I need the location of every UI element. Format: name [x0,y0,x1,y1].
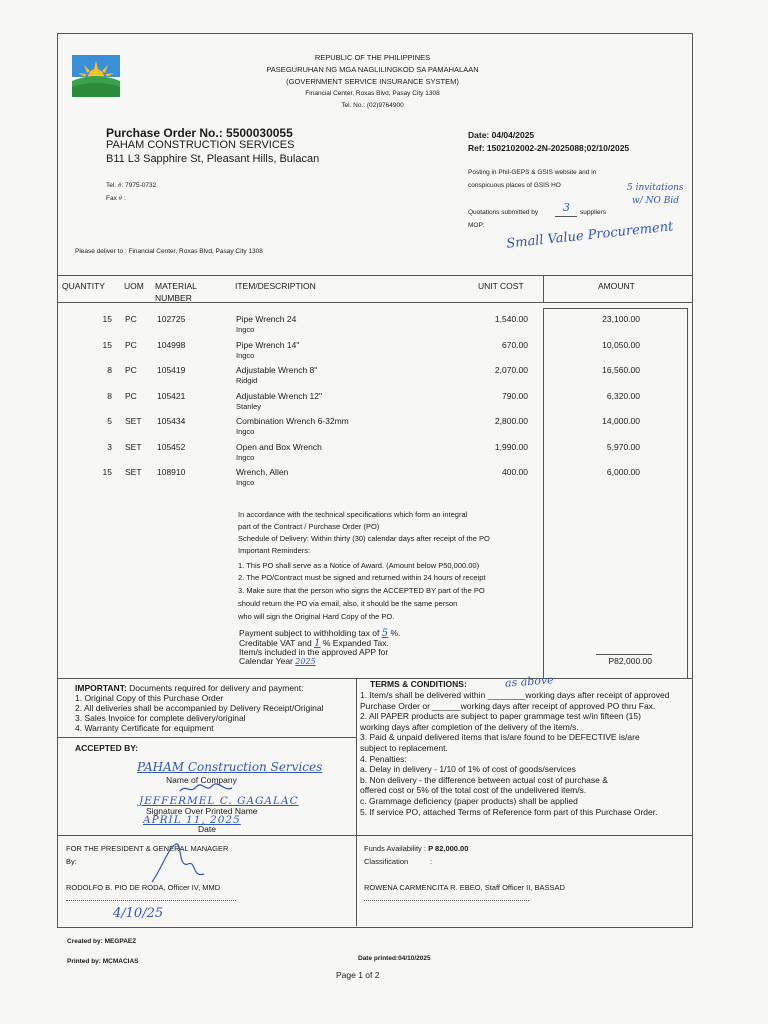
condition-line: a. Delay in delivery - 1/10 of 1% of cost of goods/services [360,764,576,775]
section-middle-divider [356,678,357,926]
condition-line: 4. Penalties: [360,753,407,764]
payment-line-2-text: Creditable VAT and [239,638,312,648]
important-item: 4. Warranty Certificate for equipment [75,723,214,733]
terms-line: 1. This PO shall serve as a Notice of Award. (Amount below P50,000.00) [238,561,480,570]
item-unit-cost: 670.00 [502,339,528,350]
accepted-title: ACCEPTED BY: [75,743,139,753]
terms-line: In accordance with the technical specifications which form an integral [238,510,468,519]
for-president: FOR THE PRESIDENT & GENERAL MANAGER [66,844,229,853]
funds-value: P 82,000.00 [428,844,469,853]
payment-line-4 [239,656,316,666]
header-line-5: Tel. No.: (02)9764900 [341,102,404,109]
approver-signature-icon [148,838,208,888]
calendar-year-value: 2025 [295,657,316,666]
item-material: 105419 [157,365,186,375]
created-by: Created by: MEGPAEZ [67,938,137,945]
item-qty: 8 [107,390,112,401]
deliver-to: Please deliver to : Financial Center, Roxas Blvd, Pasay City 1308 [75,248,263,255]
supplier-fax: Fax # : [106,195,126,202]
condition-line: 2. All PAPER products are subject to paper grammage test w/in fifteen (15) [360,711,641,722]
payment-line-4-text: Calendar Year [239,656,293,666]
header-line-1: REPUBLIC OF THE PHILIPPINES [314,53,431,62]
item-description: Pipe Wrench 14" [236,339,300,350]
supplier-name: PAHAM CONSTRUCTION SERVICES [106,139,295,151]
item-amount: 10,050.00 [602,339,640,350]
page-number: Page 1 of 2 [336,970,380,980]
supplier-tel: Tel. #: 7975-0732 [106,182,157,189]
mop-label: MOP: [468,222,485,229]
date-printed: Date printed:04/10/2025 [358,955,431,962]
supplier-address: B11 L3 Sapphire St, Pleasant Hills, Bulacan [106,153,320,165]
item-amount: 6,320.00 [606,390,640,401]
condition-line: working days after completion of the delivery of the item/s. [360,721,579,732]
company-handwritten: PAHAM Construction Services [137,760,323,774]
item-qty: 8 [107,365,112,375]
item-description: Open and Box Wrench [236,441,322,452]
funds-label: Funds Availability : [364,844,426,853]
condition-line: 3. Paid & unpaid delivered items that is/are found to be DEFECTIVE is/are [360,732,640,743]
item-qty: 3 [107,441,112,452]
by-label: By: [66,857,77,866]
amount-col-right [687,308,688,678]
item-amount: 16,560.00 [602,365,640,375]
item-brand: Ingco [236,478,255,487]
item-brand: Ingco [236,452,255,462]
terms-line: 3. Make sure that the person who signs the ACCEPTED BY part of the PO [238,586,485,595]
date-label: Date [198,824,216,834]
col-quantity: QUANTITY [62,281,105,291]
amount-col-top [543,308,687,309]
item-uom: PC [125,365,137,375]
item-brand: Stanley [236,401,262,411]
staff-officer: ROWENA CARMENCITA R. EBEO, Staff Officer II, BASSAD [364,883,565,892]
quotations-count: 3 [563,201,570,214]
item-description: Adjustable Wrench 8" [236,365,318,375]
posting-line-2: conspicuous places of GSIS HO [468,182,561,189]
condition-line: c. Grammage deficiency (paper products) shall be applied [360,796,578,806]
item-uom: PC [125,314,137,324]
item-amount: 23,100.00 [602,314,640,324]
signature-mark-icon [178,783,234,795]
condition-line: 5. If service PO, attached Terms of Reference form part of this Purchase Order. [360,806,658,817]
item-material: 104998 [157,339,186,350]
item-material: 105452 [157,441,186,452]
important-subtitle: Documents required for delivery and payment: [129,683,304,693]
item-description: Adjustable Wrench 12" [236,390,323,401]
amount-col-divider [543,308,544,678]
important-item: 2. All deliveries shall be accompanied by Delivery Receipt/Original [75,703,324,713]
date-handwritten: APRIL 11, 2025 [143,814,241,826]
terms-line: who will sign the Original Hard Copy of the PO. [238,612,395,621]
payment-line-3: Item/s included in the approved APP for [239,647,389,657]
important-item: 1. Original Copy of this Purchase Order [75,693,224,703]
classification-label: Classification [364,857,409,866]
important-item: 3. Sales Invoice for complete delivery/original [75,713,246,723]
signer-label: Signature Over Printed Name [146,806,258,816]
posting-line-1: Posting in Phil-GEPS & GSIS website and in [468,169,597,176]
item-amount: 14,000.00 [602,416,640,426]
terms-line: part of the Contract / Purchase Order (PO) [238,522,380,531]
item-material: 105434 [157,416,186,426]
classification-colon: : [430,857,433,866]
item-description: Wrench, Allen [236,467,289,477]
important-title [75,683,304,693]
payment-line-1-text: Payment subject to withholding tax of [239,628,380,638]
item-brand: Ridgid [236,376,258,385]
item-unit-cost: 2,070.00 [494,365,528,375]
funds-availability [364,844,468,853]
payment-line-2-suffix: % Expanded Tax. [322,638,389,648]
section-rule-2 [57,835,693,836]
header-line-3: (GOVERNMENT SERVICE INSURANCE SYSTEM) [286,77,459,86]
header-bottom-rule [57,302,693,303]
condition-line: subject to replacement. [360,743,448,753]
signer-handwritten: JEFFERMEL C. GAGALAC [139,795,299,807]
printed-by: Printed by: MCMACIAS [67,958,139,965]
item-unit-cost: 400.00 [502,467,528,477]
item-brand: Ingco [236,325,255,334]
item-qty: 15 [102,339,112,350]
payment-line-1-suffix: %. [390,628,401,638]
item-material: 108910 [157,467,186,477]
col-item: ITEM/DESCRIPTION [235,281,316,291]
po-date: Date: 04/04/2025 [468,130,535,140]
col-uom: UOM [124,281,144,291]
officer-sign-line [66,900,236,901]
terms-line: Schedule of Delivery: Within thirty (30) calendar days after receipt of the PO [238,534,490,543]
col-material-1: MATERIAL [155,281,197,291]
terms-line: should return the PO via email, also, it should be the same person [238,599,458,608]
col-material-2: NUMBER [155,293,192,303]
header-top-rule [57,275,693,276]
item-uom: PC [125,390,137,401]
item-uom: SET [125,441,142,452]
total-rule [596,654,652,655]
condition-line: 1. Item/s shall be delivered within ________working days after receipt of approved [360,690,670,700]
quotations-suppliers: suppliers [580,209,607,216]
item-uom: SET [125,467,142,477]
expanded-tax-value: 1 [314,638,321,649]
item-uom: SET [125,416,142,426]
item-description: Combination Wrench 6-32mm [236,416,349,426]
item-unit-cost: 2,800.00 [494,416,528,426]
terms-line: 2. The PO/Contract must be signed and returned within 24 hours of receipt [238,573,486,582]
header-line-4: Financial Center, Roxas Blvd, Pasay City 1308 [305,90,440,97]
header-line-2: PASEGURUHAN NG MGA NAGLILINGKOD SA PAMAHALAAN [266,65,479,74]
item-material: 105421 [157,390,186,401]
conditions-title: TERMS & CONDITIONS: [370,679,467,689]
staff-sign-line [364,900,529,901]
header-col-divider [543,275,544,302]
item-description: Pipe Wrench 24 [236,314,297,324]
conditions-handwritten: as above [504,673,555,690]
handwritten-note-1: 5 invitations [627,183,684,193]
officer-name: RODOLFO B. PIO DE RODA, Officer IV, MMD [66,883,221,892]
item-uom: PC [125,339,137,350]
handwritten-note-2: w/ NO Bid [632,196,679,206]
company-label: Name of Company [166,775,237,785]
section-rule-left [57,737,356,738]
col-unit-cost: UNIT COST [478,281,524,291]
item-brand: Ingco [236,427,255,436]
total-amount: P82,000.00 [608,656,652,666]
important-label: IMPORTANT: [75,683,127,693]
po-number-title: Purchase Order No.: 5500030055 [106,126,293,140]
item-material: 102725 [157,314,186,324]
item-qty: 15 [102,314,112,324]
item-brand: Ingco [236,350,255,360]
item-amount: 5,970.00 [606,441,640,452]
terms-line: Important Reminders: [238,546,311,555]
item-unit-cost: 1,540.00 [494,314,528,324]
approval-date-handwritten: 4/10/25 [113,906,164,921]
condition-line: offered cost or 5% of the total cost of the undelivered item/s. [360,785,587,796]
item-qty: 15 [102,467,112,477]
condition-line: Purchase Order or ______working days after receipt of approved PO thru Fax. [360,700,656,711]
item-qty: 5 [107,416,112,426]
po-ref: Ref: 1502102002-2N-2025088;02/10/2025 [468,143,630,153]
quotations-label: Quotations submitted by [468,209,539,216]
item-amount: 6,000.00 [606,467,640,477]
withholding-value: 5 [381,628,389,639]
mop-handwritten: Small Value Procurement [505,219,675,252]
condition-line: b. Non delivery - the difference between actual cost of purchase & [360,774,608,785]
item-unit-cost: 1,990.00 [494,441,528,452]
col-amount: AMOUNT [598,281,635,291]
item-unit-cost: 790.00 [502,390,528,401]
